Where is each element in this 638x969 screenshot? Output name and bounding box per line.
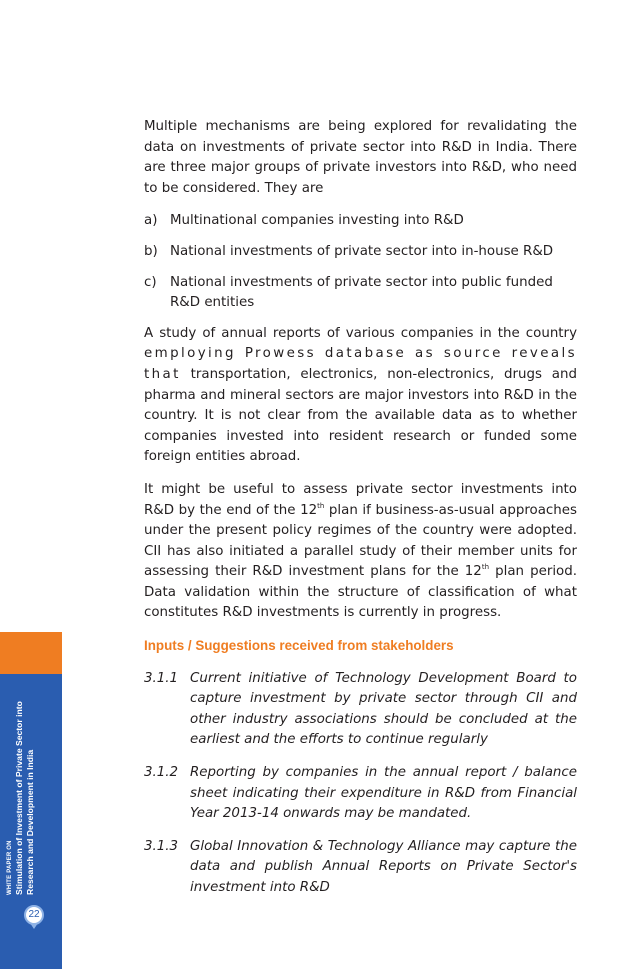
intro-paragraph: Multiple mechanisms are being explored for revalidating the data on investments of private sector into R&D in India. There are three major groups of private investors into R&D, who need to be considered. They are <box>144 119 577 196</box>
assessment-text-3: plan period. Data validation within the structure of classification of what constitutes R&D investments is currently in progress. <box>144 564 578 621</box>
list-item <box>144 242 577 263</box>
list-text: National investments of private sector into public funded R&D entities <box>170 274 553 311</box>
list-text: National investments of private sector into in-house R&D <box>170 243 554 259</box>
sidebar-label: WHITE PAPER ON <box>7 840 13 895</box>
recommendation-text: Reporting by companies in the annual report / balance sheet indicating their expenditure in R&D from Financial Year 2013-14 onwards may be mandated. <box>190 765 577 822</box>
assessment-paragraph <box>144 480 577 624</box>
recommendation-item <box>144 763 577 825</box>
recommendation-number: 3.1.3 <box>144 838 179 854</box>
sidebar-title-line2: Research and Development in India <box>24 749 35 895</box>
sidebar-title-line1: Stimulation of Investment of Private Sector into <box>14 701 24 895</box>
recommendation-item <box>144 837 577 899</box>
page-number: 22 <box>24 905 44 925</box>
main-content <box>144 117 577 911</box>
recommendation-text: Global Innovation & Technology Alliance may capture the data and publish Annual Reports on Private Sector's investment into R&D <box>190 838 577 895</box>
list-item <box>144 211 577 232</box>
recommendation-number: 3.1.1 <box>144 670 179 686</box>
list-marker: b) <box>144 243 158 259</box>
sidebar-title-block <box>6 665 35 895</box>
ordinal-suffix: th <box>317 501 325 510</box>
ordinal-suffix: th <box>481 563 490 572</box>
study-text-1: A study of annual reports of various companies in the country <box>144 325 577 341</box>
list-item <box>144 273 577 314</box>
recommendation-item <box>144 669 577 751</box>
study-paragraph <box>144 324 577 468</box>
list-marker: a) <box>144 213 158 229</box>
recommendation-number: 3.1.2 <box>144 765 179 781</box>
list-marker: c) <box>144 274 157 290</box>
page-badge-pointer <box>30 923 38 929</box>
study-text-3: transportation, electronics, non-electronics, drugs and pharma and mineral sectors are major investors into R&D in the country. It is not clear from the available data as to whether companies invested into resident research or funded some foreign entities abroad. <box>144 366 577 465</box>
list-text: Multinational companies investing into R&D <box>170 213 464 229</box>
study-text-2: employing Prowess database as source reveals that <box>144 346 577 382</box>
recommendation-text: Current initiative of Technology Development Board to capture investment by private sector through CII and other industry associations should be concluded at the earliest and the efforts to continue regularly <box>190 670 577 748</box>
section-heading: Inputs / Suggestions received from stakeholders <box>144 638 454 654</box>
assessment-text-2: plan if business-as-usual approaches under the present policy regimes of the country were adopted. CII has also initiated a parallel study of their member units for assessing their R&D investment plans for the 12 <box>144 502 577 580</box>
assessment-text-1: It might be useful to assess private sector investments into R&D by the end of the 12 <box>144 481 577 518</box>
